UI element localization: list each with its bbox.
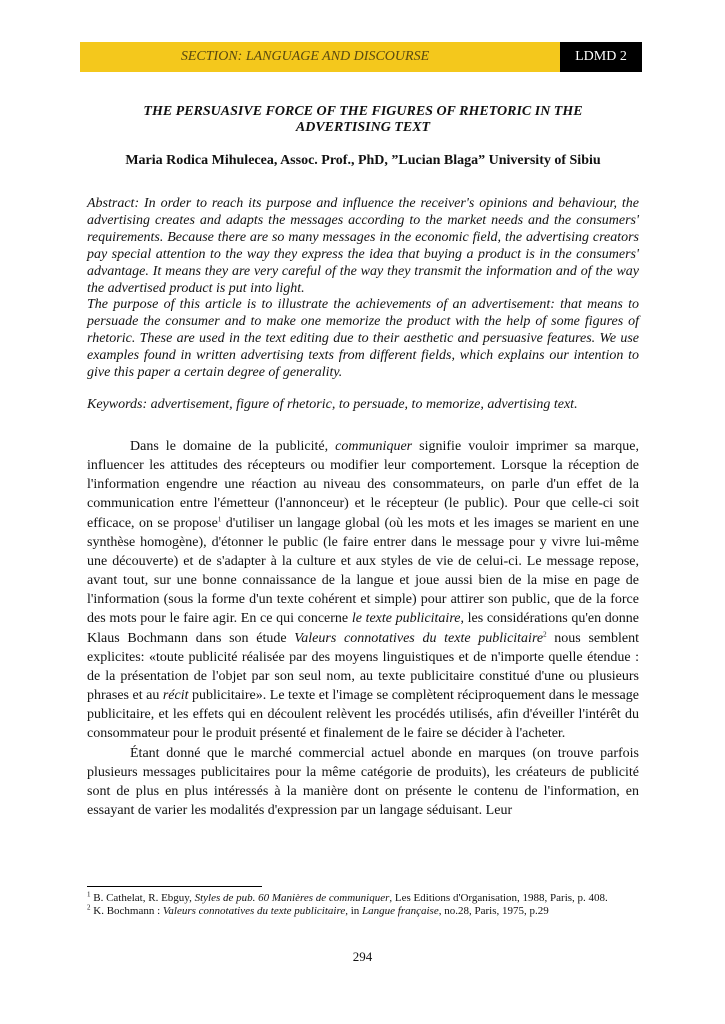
footnote-1 [87,892,639,905]
text-run: d'utiliser un langage global (où les mots et les images se marient en une synthèse homogène), d'étonner le public (le faire entrer dans le message pour y vivre lui-même une découverte) et de s'adapter à la culture et aux styles de vie de celui-ci. Le message repose, avant tout, sur une bonne connaissance de la langue et joue aussi bien de la mise en page de l'information (sous la forme d'un texte cohérent et simple) pour attirer son public, que de la force des mots pour le faire agir. En ce qui concerne [87,515,639,627]
abstract-paragraph-1: Abstract: In order to reach its purpose and influence the receiver's opinions and behaviour, the advertising creates and adapts the messages according to the market needs and the consumers' requirements. Because there are so many messages in the economic field, the advertising creators pay special attention to the way they express the idea that buying a product is in the consumers' advantage. It means they are very careful of the way they transmit the information and of the way the advertised product is put into light. [87,196,639,296]
keywords: Keywords: advertisement, figure of rhetoric, to persuade, to memorize, advertising text. [87,397,578,412]
cited-title: Valeurs connotatives du texte publicitaire [162,905,346,917]
text-run: , in [345,905,363,917]
text-run: signifie vouloir imprimer sa marque, influencer les attitudes des récepteurs ou modifier leur comportement. Lorsque la réception de l'information engendre une réaction au niveau des consommateurs, on parle d'un effet de la communication entre l'émetteur (l'annonceur) et le récepteur (le public). Pour que celle-ci soit efficace, on se propose [87,439,639,531]
footnote-2 [87,905,639,918]
cited-journal: Langue française [362,905,439,917]
abstract [87,196,639,382]
footnote-ref-2[interactable]: 2 [543,629,547,638]
header-journal-code: LDMD 2 [560,42,642,72]
body-paragraph-2: Étant donné que le marché commercial actuel abonde en marques (on trouve parfois plusieurs messages publicitaires pour la même catégorie de produits), les créateurs de publicité sont de plus en plus intéressés à la manière dont on présente le contenu de l'information, en essayant de varier les modalités d'expression par un langage séduisant. Leur [87,745,639,818]
title-line-1: THE PERSUASIVE FORCE OF THE FIGURES OF RHETORIC IN THE [143,104,583,119]
footnote-number: 1 [87,890,91,899]
text-run: , les considérations qu'en donne Klaus Bochmann dans son étude [87,611,639,646]
body-paragraph-1 [87,437,639,744]
page-number: 294 [352,949,373,964]
running-header [80,42,642,72]
title-line-2: ADVERTISING TEXT [295,120,431,135]
cited-title: Valeurs connotatives du texte publicitaire [294,630,544,646]
footnote-ref-1[interactable]: 1 [217,514,222,523]
header-section-label: SECTION: LANGUAGE AND DISCOURSE [80,42,560,72]
text-run: B. Cathelat, R. Ebguy, [90,892,195,904]
article-title [88,104,638,136]
abstract-paragraph-2: The purpose of this article is to illustrate the achievements of an advertisement: that means to persuade the consumer and to make one memorize the product with the help of some figures of rhetoric. These are used in the text editing due to their aesthetic and persuasive features. We use examples found in written advertising texts from different fields, which explains our intention to give this paper a certain degree of generality. [87,297,639,381]
author-line: Maria Rodica Mihulecea, Assoc. Prof., PhD, ”Lucian Blaga” University of Sibiu [125,153,601,168]
emphasis: récit [162,688,189,704]
body-text [87,437,639,820]
text-run: publicitaire». Le texte et l'image se complètent réciproquement dans le message publicitaire, et les effets qui en découlent relèvent les procédés utilisés, afin d'éveiller l'intérêt du consommateur pour le produit présenté et finalement de le faire se décider à l'acheter. [87,688,639,742]
text-run: K. Bochmann : [90,905,163,917]
emphasis: le texte publicitaire [351,611,461,627]
text-run: , Les Editions d'Organisation, 1988, Paris, p. 408. [389,892,608,904]
text-run: Dans le domaine de la publicité, [130,439,336,454]
cited-title: Styles de pub. 60 Manières de communiquer [194,892,390,904]
text-run: , no.28, Paris, 1975, p.29 [438,905,549,917]
footnote-number: 2 [87,903,91,912]
emphasis: communiquer [335,439,413,454]
footnote-separator [87,886,262,887]
footnotes [87,892,639,918]
text-run: nous semblent explicites: «toute publicité réalisée par des moyens linguistiques et de n'importe quelle étendue : de la présentation de l'objet par son seul nom, au texte publicitaire constitué d'une ou plusieurs phrases et au [87,630,639,704]
